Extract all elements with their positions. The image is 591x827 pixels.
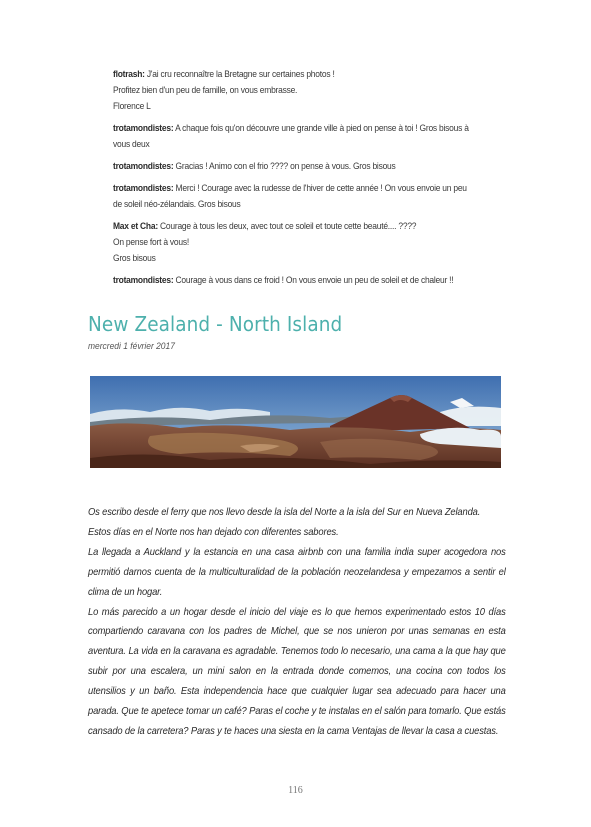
comment-text: On pense fort à vous! <box>113 237 189 247</box>
post-paragraph: La llegada a Auckland y la estancia en una casa airbnb con una familia india super acogedora nos permitió darnos cuenta de la multiculturalidad de la población neozelandesa y empezamos a sentir el clima de un hogar. <box>88 546 506 598</box>
comment <box>113 218 476 266</box>
comment-line <box>113 158 476 174</box>
comment <box>113 66 476 114</box>
comment <box>113 180 476 212</box>
comment <box>113 120 476 152</box>
post-title: New Zealand - North Island <box>88 312 343 336</box>
comments-section <box>113 66 476 294</box>
comment-text: Gros bisous <box>113 253 156 263</box>
comment <box>113 158 476 174</box>
comment-author: Max et Cha: <box>113 221 158 231</box>
comment-author: trotamondistes: <box>113 161 174 171</box>
comment-text: A chaque fois qu'on découvre une grande ville à pied on pense à toi ! Gros bisous à vous deux <box>113 123 469 149</box>
comment-line <box>113 98 476 114</box>
post-date: mercredi 1 février 2017 <box>88 341 175 351</box>
comment-text: J'ai cru reconnaître la Bretagne sur certaines photos ! <box>146 69 335 79</box>
comment-line <box>113 82 476 98</box>
post-paragraph: Lo más parecido a un hogar desde el inicio del viaje es lo que hemos experimentado estos 10 días compartiendo caravana con los padres de Michel, que se nos unieron por unas semanas en esta aventura. La vida en la caravana es agradable. Tenemos todo lo necesario, una cama a la que hay que subir por una escalera, un mini salon en la entrada donde comemos, una cocina con todos los utensilios y un baño. Esta independencia hace que cualquier lugar sea adecuado para hacer una parada. Que te apetece tomar un café? Paras el coche y te instalas en el salón para tomarlo. Que estás cansado de la carretera? Paras y te haces una siesta en la cama Ventajas de llevar la casa a cuestas. <box>88 606 506 737</box>
comment-line <box>113 218 476 234</box>
comment-text: Courage à tous les deux, avec tout ce soleil et toute cette beauté.... ???? <box>160 221 417 231</box>
post-paragraph: Os escribo desde el ferry que nos llevo desde la isla del Norte a la isla del Sur en Nueva Zelanda. <box>88 507 481 518</box>
comment-line <box>113 120 476 152</box>
comment-author: trotamondistes: <box>113 123 174 133</box>
page-number: 116 <box>288 785 303 796</box>
comment-text: Profitez bien d'un peu de famille, on vous embrasse. <box>113 85 298 95</box>
comment-line <box>113 272 476 288</box>
comment-line <box>113 66 476 82</box>
comment-line <box>113 250 476 266</box>
comment-text: Courage à vous dans ce froid ! On vous envoie un peu de soleil et de chaleur !! <box>175 275 454 285</box>
comment-text: Florence L <box>113 101 151 111</box>
comment-author: trotamondistes: <box>113 183 174 193</box>
comment-line <box>113 234 476 250</box>
comment-text: Merci ! Courage avec la rudesse de l'hiver de cette année ! On vous envoie un peu de soleil néo-zélandais. Gros bisous <box>113 183 467 209</box>
post-paragraph: Estos días en el Norte nos han dejado con diferentes sabores. <box>88 526 339 538</box>
comment <box>113 272 476 288</box>
comment-author: flotrash: <box>113 69 145 79</box>
volcano-landscape-photo <box>90 376 501 468</box>
comment-line <box>113 180 476 212</box>
post-body <box>88 503 506 742</box>
comment-author: trotamondistes: <box>113 275 174 285</box>
landscape-photo <box>90 376 501 468</box>
comment-text: Gracias ! Animo con el frio ???? on pense à vous. Gros bisous <box>175 161 396 171</box>
